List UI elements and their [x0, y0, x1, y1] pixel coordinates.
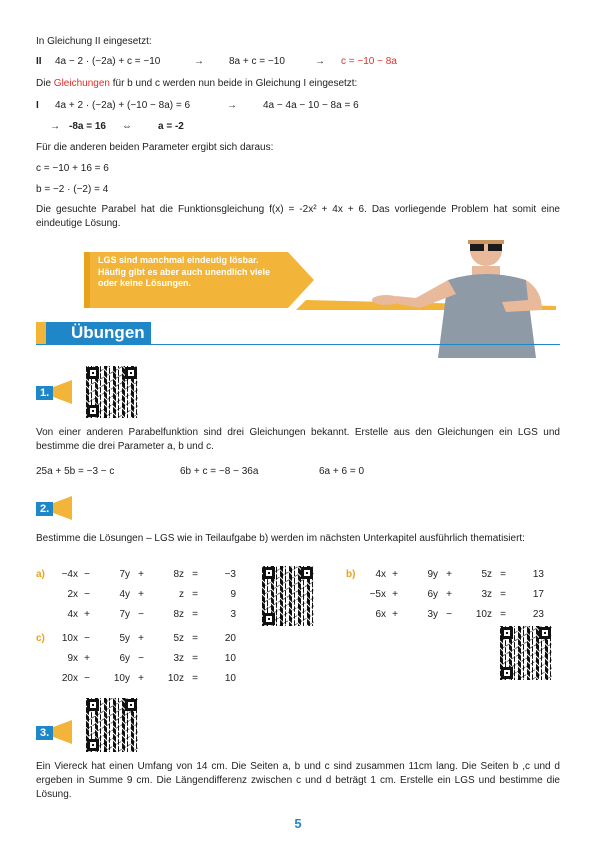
- equation-term: =: [192, 569, 198, 580]
- equation-system-a: [56, 569, 246, 629]
- equation-term: −4x: [61, 569, 78, 580]
- equation-term: +: [446, 569, 452, 580]
- equation-term: 10: [224, 653, 236, 664]
- intro-line-5: [36, 121, 576, 133]
- intro-line-3: [36, 78, 357, 90]
- section-divider: [36, 344, 560, 345]
- exercise-3-text: Ein Viereck hat einen Umfang von 14 cm. Die Seiten a, b und c sind zusammen 11cm lang. Die Seiten b ,c und d ergeben in Summe 9 cm. Die Längendifferenz zwischen c und d beträgt 1 cm. Erstelle ein LGS und bestimme die Lösung.: [36, 761, 560, 800]
- intro-line-2: [36, 56, 576, 68]
- equation-term: +: [138, 569, 144, 580]
- equation-term: +: [392, 589, 398, 600]
- equation-row: [364, 609, 560, 621]
- equation: 6a + 6 = 0: [319, 466, 365, 477]
- equation: 25a + 5b = −3 − c: [36, 466, 115, 477]
- equation-term: −: [138, 653, 144, 664]
- equation-term: =: [192, 633, 198, 644]
- equation-term: +: [84, 609, 90, 620]
- equation-a-result: a = -2: [158, 121, 184, 132]
- page-number: 5: [294, 816, 302, 831]
- equation-term: 9: [230, 589, 236, 600]
- equation-system-c: [56, 633, 246, 693]
- equation-row: [364, 569, 560, 581]
- equation-term: 6x: [375, 609, 386, 620]
- equation-term: 2x: [67, 589, 78, 600]
- equivalence-icon: ⇔: [122, 121, 132, 132]
- equation-row: [56, 569, 246, 581]
- equation-term: 3: [230, 609, 236, 620]
- equation-c-result: c = −10 − 8a: [341, 56, 397, 67]
- highlight-gleichungen: Gleichungen: [53, 78, 110, 89]
- equation-term: −: [84, 589, 90, 600]
- subtask-label-a: a): [36, 569, 45, 580]
- arrow-right-icon: →: [315, 56, 325, 67]
- equation-minus-8a: -8a = 16: [69, 121, 106, 132]
- equation-row: [56, 633, 246, 645]
- roman-i: I: [36, 100, 39, 111]
- section-header-accent: [36, 322, 46, 344]
- equation-term: −: [84, 633, 90, 644]
- equation-term: 13: [532, 569, 544, 580]
- equation-term: 7y: [119, 609, 130, 620]
- exercise-number-1: 1.: [36, 386, 53, 400]
- exercise-number-2: 2.: [36, 502, 53, 516]
- intro-line-1: In Gleichung II eingesetzt:: [36, 36, 152, 47]
- equation-i-substituted: 4a + 2 · (−2a) + (−10 − 8a) = 6: [55, 100, 191, 111]
- intro-line-7: c = −10 + 16 = 6: [36, 163, 109, 174]
- equation-row: [56, 609, 246, 621]
- callout-banner-edge: [84, 252, 90, 308]
- equation-term: −: [446, 609, 452, 620]
- equation-term: =: [192, 609, 198, 620]
- equation-term: −: [84, 569, 90, 580]
- equation-ii-simplified: 8a + c = −10: [229, 56, 285, 67]
- equation-term: −: [138, 609, 144, 620]
- qr-code-icon[interactable]: [86, 366, 138, 418]
- equation-term: 10x: [61, 633, 78, 644]
- equation-term: =: [192, 673, 198, 684]
- equation-term: 5y: [119, 633, 130, 644]
- equation-term: 10y: [113, 673, 130, 684]
- arrow-right-icon: →: [227, 100, 237, 111]
- equation-term: 5z: [173, 633, 184, 644]
- equation-term: 6y: [119, 653, 130, 664]
- equation-term: 17: [532, 589, 544, 600]
- equation-term: 3z: [481, 589, 492, 600]
- equation-term: 10: [224, 673, 236, 684]
- equation-term: +: [446, 589, 452, 600]
- equation-term: +: [392, 609, 398, 620]
- equation-term: −: [84, 673, 90, 684]
- equation-system-b: [364, 569, 560, 629]
- intro-line-8: b = −2 · (−2) = 4: [36, 184, 109, 195]
- equation-term: 3y: [427, 609, 438, 620]
- equation-term: −3: [224, 569, 236, 580]
- equation-term: 4x: [67, 609, 78, 620]
- equation-term: =: [192, 589, 198, 600]
- intro-line-4: [36, 100, 576, 112]
- text-segment: für b und c werden nun beide in Gleichung I eingesetzt:: [109, 78, 358, 89]
- equation-term: −5x: [369, 589, 386, 600]
- equation-term: 20x: [61, 673, 78, 684]
- equation-term: 7y: [119, 569, 130, 580]
- equation-term: 9x: [67, 653, 78, 664]
- section-title: Übungen: [71, 323, 145, 342]
- equation-row: [364, 589, 560, 601]
- qr-code-icon[interactable]: [262, 566, 314, 626]
- equation-row: [56, 673, 246, 685]
- intro-conclusion: Die gesuchte Parabel hat die Funktionsgleichung f(x) = -2x² + 4x + 6. Das vorliegende Problem hat somit eine eindeutige Lösung.: [36, 204, 560, 229]
- callout-text: LGS sind manchmal eindeutig lösbar. Häufig gibt es aber auch unendlich viele oder keine Lösungen.: [98, 255, 271, 288]
- qr-code-icon[interactable]: [500, 626, 552, 680]
- equation-term: 5z: [481, 569, 492, 580]
- equation-term: =: [500, 609, 506, 620]
- subtask-label-c: c): [36, 633, 45, 644]
- equation-term: +: [392, 569, 398, 580]
- intro-line-6: Für die anderen beiden Parameter ergibt sich daraus:: [36, 142, 274, 153]
- equation-term: +: [138, 589, 144, 600]
- equation-term: 23: [532, 609, 544, 620]
- equation-term: =: [500, 589, 506, 600]
- equation-term: 10z: [475, 609, 492, 620]
- equation-term: 8z: [173, 609, 184, 620]
- section-header: [36, 322, 151, 344]
- equation-term: 4x: [375, 569, 386, 580]
- exercise-1-text: Von einer anderen Parabelfunktion sind drei Gleichungen bekannt. Erstelle aus den Gleichungen ein LGS und bestimme die drei Parameter a, b und c.: [36, 427, 560, 452]
- arrow-right-icon: →: [194, 56, 204, 67]
- subtask-label-b: b): [346, 569, 356, 580]
- qr-code-icon[interactable]: [86, 698, 138, 752]
- exercise-1-equations: [36, 466, 556, 478]
- equation-i-simplified: 4a − 4a − 10 − 8a = 6: [263, 100, 359, 111]
- equation-term: +: [138, 673, 144, 684]
- equation-term: =: [500, 569, 506, 580]
- equation-ii-substituted: 4a − 2 · (−2a) + c = −10: [55, 56, 161, 67]
- equation-term: 4y: [119, 589, 130, 600]
- equation-term: +: [84, 653, 90, 664]
- text-segment: Die: [36, 78, 54, 89]
- exercise-2-text: Bestimme die Lösungen – LGS wie in Teilaufgabe b) werden im nächsten Unterkapitel ausführlich thematisiert:: [36, 533, 525, 544]
- equation-term: +: [138, 633, 144, 644]
- equation-row: [56, 589, 246, 601]
- equation: 6b + c = −8 − 36a: [180, 466, 259, 477]
- equation-term: 3z: [173, 653, 184, 664]
- equation-term: 8z: [173, 569, 184, 580]
- equation-term: 6y: [427, 589, 438, 600]
- equation-term: 9y: [427, 569, 438, 580]
- exercise-number-3: 3.: [36, 726, 53, 740]
- arrow-right-icon: →: [50, 121, 60, 132]
- equation-term: z: [179, 589, 184, 600]
- equation-term: =: [192, 653, 198, 664]
- presenter-figure: [372, 240, 542, 358]
- roman-ii: II: [36, 56, 42, 67]
- equation-row: [56, 653, 246, 665]
- equation-term: 20: [224, 633, 236, 644]
- equation-term: 10z: [167, 673, 184, 684]
